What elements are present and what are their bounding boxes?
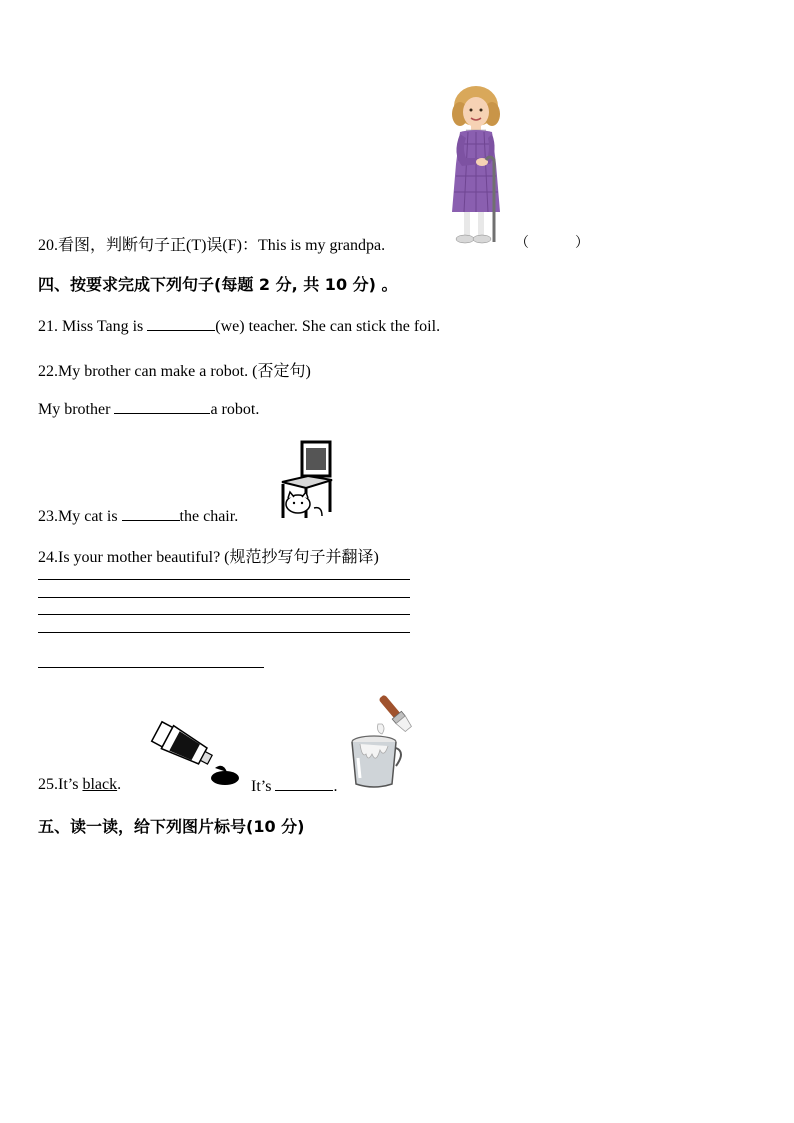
- grandma-illustration: [440, 84, 514, 250]
- answer-blank-25[interactable]: [275, 776, 333, 791]
- section-5-title: 五、读一读，给下列图片标号(10 分): [38, 817, 305, 836]
- question-25: 25.It’s black.: [38, 776, 122, 793]
- question-21: 21. Miss Tang is (we) teacher. She can stick the foil.: [38, 318, 441, 335]
- question-20: [38, 232, 385, 255]
- grandma-face: [463, 97, 489, 127]
- question-24-prompt: 24.Is your mother beautiful? (规范抄写句子并翻译): [38, 549, 379, 566]
- answer-parentheses-20: （ ）: [515, 235, 589, 251]
- question-22-prompt: 22.My brother can make a robot. (否定句): [38, 363, 311, 380]
- question-20-text: 20.看图，判断句子正(T)误(F)：This is my grandpa.: [38, 237, 386, 254]
- chair-cat-illustration: [278, 440, 334, 520]
- question-23: 23.My cat is the chair.: [38, 508, 239, 525]
- chair-backrest: [306, 448, 326, 470]
- paint-bucket-illustration: [348, 688, 428, 792]
- underlined-word-black: black: [82, 776, 118, 793]
- black-paint-blob: [211, 771, 239, 785]
- answer-blank-21[interactable]: [147, 316, 215, 331]
- question-22-answer: My brother a robot.: [38, 401, 260, 418]
- answer-blank-23[interactable]: [122, 506, 180, 521]
- question-25-second: It’s .: [251, 778, 338, 795]
- section-4-title: 四、按要求完成下列句子(每题 2 分, 共 10 分) 。: [38, 275, 398, 294]
- answer-blank-22[interactable]: [114, 399, 210, 414]
- writing-line-2[interactable]: [38, 597, 410, 598]
- translation-line[interactable]: [38, 667, 264, 668]
- paint-tube-illustration: [145, 718, 241, 788]
- writing-line-3[interactable]: [38, 614, 410, 615]
- writing-line-1[interactable]: [38, 579, 410, 580]
- writing-line-4[interactable]: [38, 632, 410, 633]
